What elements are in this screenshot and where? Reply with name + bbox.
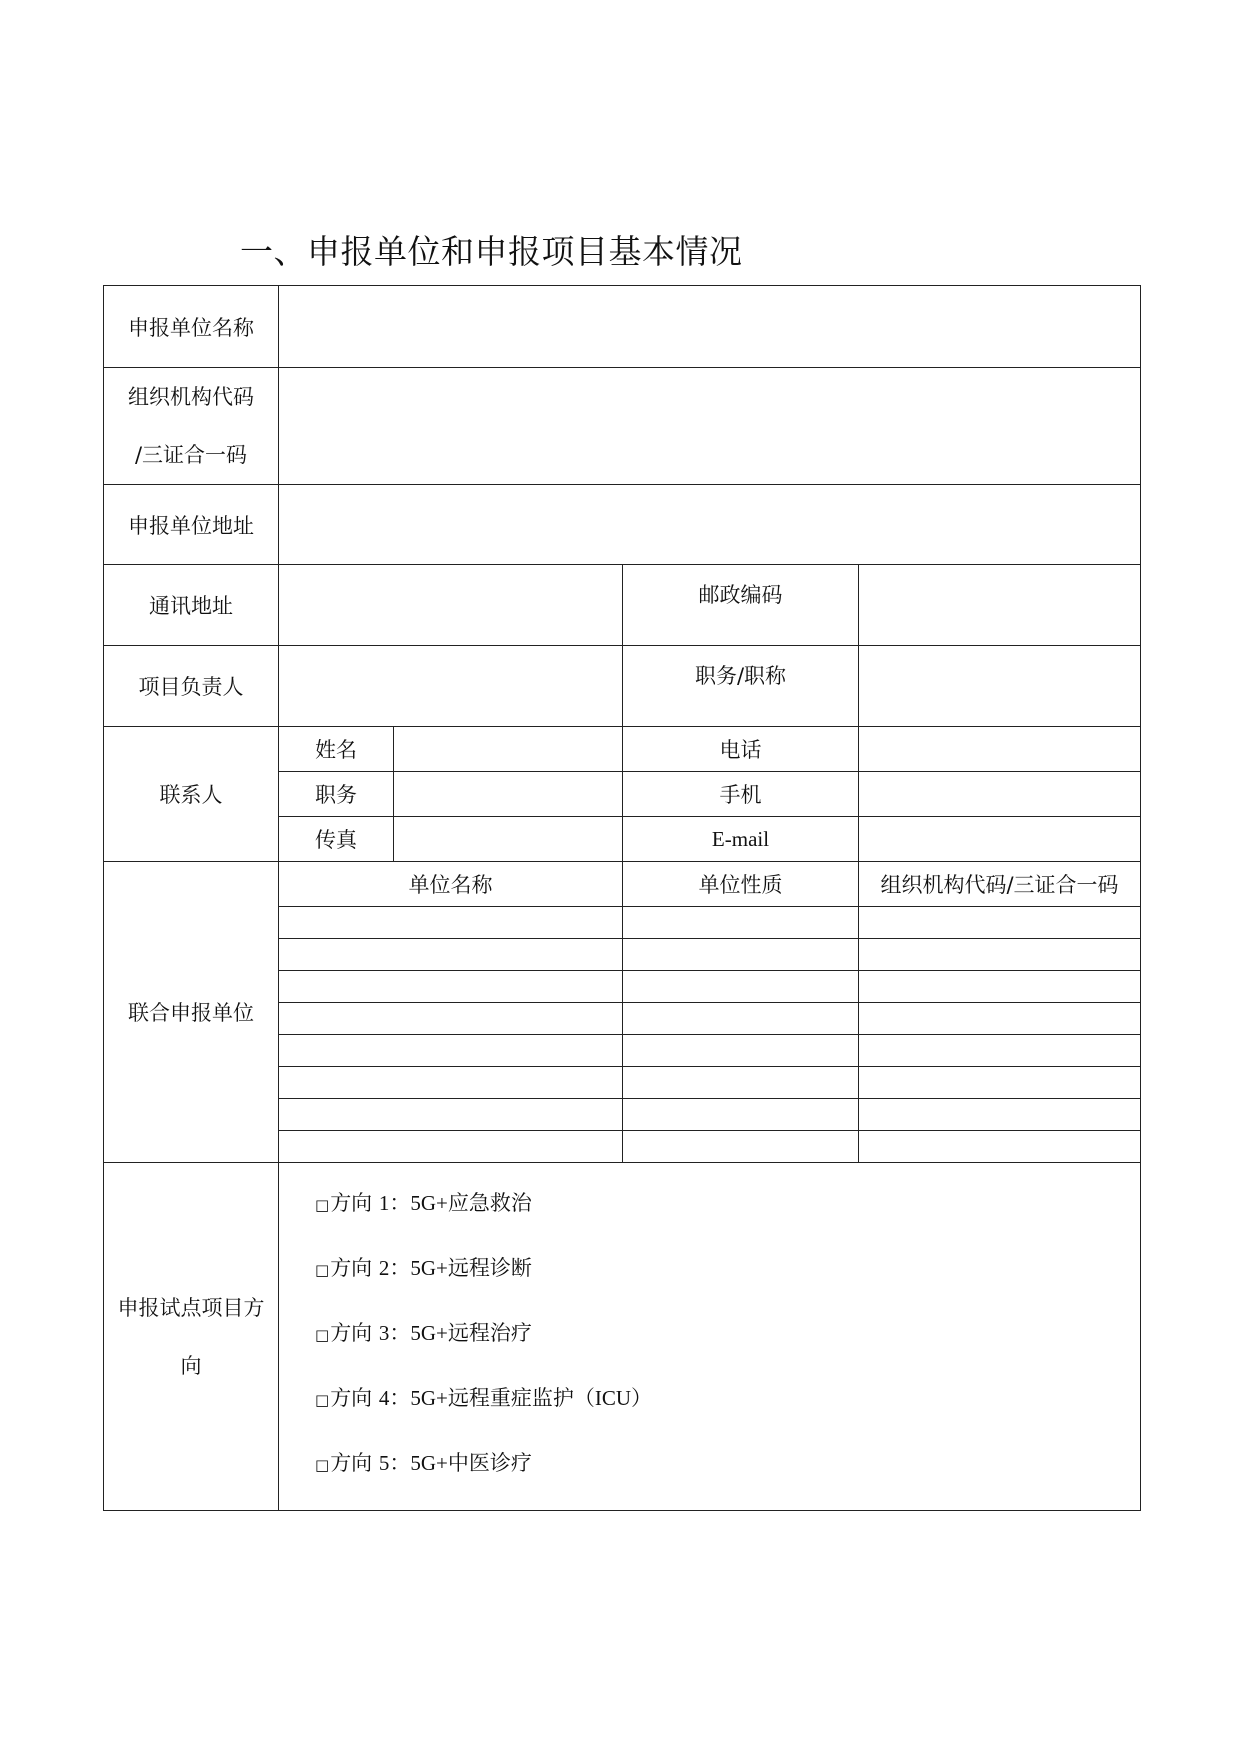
joint-unit-name-field[interactable] [279,1003,623,1035]
direction-number: 5： [378,1451,411,1475]
joint-unit-label: 联合申报单位 [104,862,279,1163]
row-mail-address [104,565,1141,646]
direction-number: 1： [378,1191,411,1215]
joint-unit-name-field[interactable] [279,1131,623,1163]
joint-unit-name-field[interactable] [279,939,623,971]
direction-text: 5G+应急救治 [410,1191,532,1215]
joint-org-code-field[interactable] [859,1067,1141,1099]
direction-prefix: 方向 [330,1386,373,1410]
direction-option-4[interactable] [315,1380,1140,1445]
checkbox-icon[interactable]: □ [315,1261,330,1279]
joint-org-code-field[interactable] [859,1003,1141,1035]
checkbox-icon[interactable]: □ [315,1326,330,1344]
contact-mobile-field[interactable] [859,772,1141,817]
row-direction [104,1163,1141,1511]
org-code-field[interactable] [279,368,1141,485]
direction-number: 2： [378,1256,411,1280]
project-leader-field[interactable] [279,646,623,727]
direction-label-line1: 申报试点项目方 [117,1295,265,1320]
joint-unit-nature-field[interactable] [623,1067,859,1099]
joint-col-org-code: 组织机构代码/三证合一码 [859,862,1141,907]
contact-phone-field[interactable] [859,727,1141,772]
direction-prefix: 方向 [330,1256,373,1280]
joint-unit-nature-field[interactable] [623,971,859,1003]
org-code-label [104,368,279,485]
contact-name-label: 姓名 [279,727,394,772]
direction-options [279,1163,1141,1511]
mail-address-field[interactable] [279,565,623,646]
joint-org-code-field[interactable] [859,1035,1141,1067]
direction-option-3[interactable] [315,1315,1140,1380]
contact-duty-field[interactable] [394,772,623,817]
joint-org-code-field[interactable] [859,1131,1141,1163]
unit-address-field[interactable] [279,485,1141,565]
joint-col-unit-nature: 单位性质 [623,862,859,907]
direction-label [104,1163,279,1511]
direction-option-5[interactable] [315,1445,1140,1510]
mail-address-label: 通讯地址 [104,565,279,646]
unit-name-label: 申报单位名称 [104,286,279,368]
checkbox-icon[interactable]: □ [315,1196,330,1214]
contact-mobile-label: 手机 [623,772,859,817]
contact-duty-label: 职务 [279,772,394,817]
checkbox-icon[interactable]: □ [315,1456,330,1474]
joint-col-unit-name: 单位名称 [279,862,623,907]
contact-fax-field[interactable] [394,817,623,862]
org-code-label-line2: /三证合一码 [134,443,248,467]
unit-name-field[interactable] [279,286,1141,368]
unit-address-label: 申报单位地址 [104,485,279,565]
position-title-field[interactable] [859,646,1141,727]
application-form-table [103,285,1141,1511]
row-org-code [104,368,1141,485]
direction-prefix: 方向 [330,1191,373,1215]
contact-email-label: E-mail [623,817,859,862]
project-leader-label: 项目负责人 [104,646,279,727]
joint-unit-name-field[interactable] [279,1035,623,1067]
direction-prefix: 方向 [330,1451,373,1475]
direction-prefix: 方向 [330,1321,373,1345]
row-unit-address [104,485,1141,565]
direction-label-line2: 向 [180,1353,202,1378]
postcode-field[interactable] [859,565,1141,646]
contact-phone-label: 电话 [623,727,859,772]
row-unit-name [104,286,1141,368]
direction-number: 3： [378,1321,411,1345]
joint-org-code-field[interactable] [859,907,1141,939]
joint-unit-nature-field[interactable] [623,1131,859,1163]
contact-email-field[interactable] [859,817,1141,862]
direction-number: 4： [378,1386,411,1410]
joint-unit-nature-field[interactable] [623,939,859,971]
position-title-label: 职务/职称 [623,646,859,727]
joint-unit-name-field[interactable] [279,907,623,939]
direction-text: 5G+远程诊断 [410,1256,532,1280]
row-joint-header [104,862,1141,907]
joint-unit-nature-field[interactable] [623,907,859,939]
joint-unit-nature-field[interactable] [623,1099,859,1131]
row-contact-name [104,727,1141,772]
direction-text: 5G+远程重症监护（ICU） [410,1386,653,1410]
joint-org-code-field[interactable] [859,971,1141,1003]
joint-unit-nature-field[interactable] [623,1003,859,1035]
joint-org-code-field[interactable] [859,1099,1141,1131]
postcode-label: 邮政编码 [623,565,859,646]
joint-unit-name-field[interactable] [279,971,623,1003]
direction-text: 5G+中医诊疗 [410,1451,532,1475]
page-title: 一、申报单位和申报项目基本情况 [240,232,743,271]
contact-label: 联系人 [104,727,279,862]
joint-unit-nature-field[interactable] [623,1035,859,1067]
direction-text: 5G+远程治疗 [410,1321,532,1345]
checkbox-icon[interactable]: □ [315,1391,330,1409]
contact-fax-label: 传真 [279,817,394,862]
row-project-leader [104,646,1141,727]
direction-option-1[interactable] [315,1185,1140,1250]
org-code-label-line1: 组织机构代码 [128,385,254,409]
joint-unit-name-field[interactable] [279,1099,623,1131]
joint-unit-name-field[interactable] [279,1067,623,1099]
joint-org-code-field[interactable] [859,939,1141,971]
contact-name-field[interactable] [394,727,623,772]
direction-option-2[interactable] [315,1250,1140,1315]
